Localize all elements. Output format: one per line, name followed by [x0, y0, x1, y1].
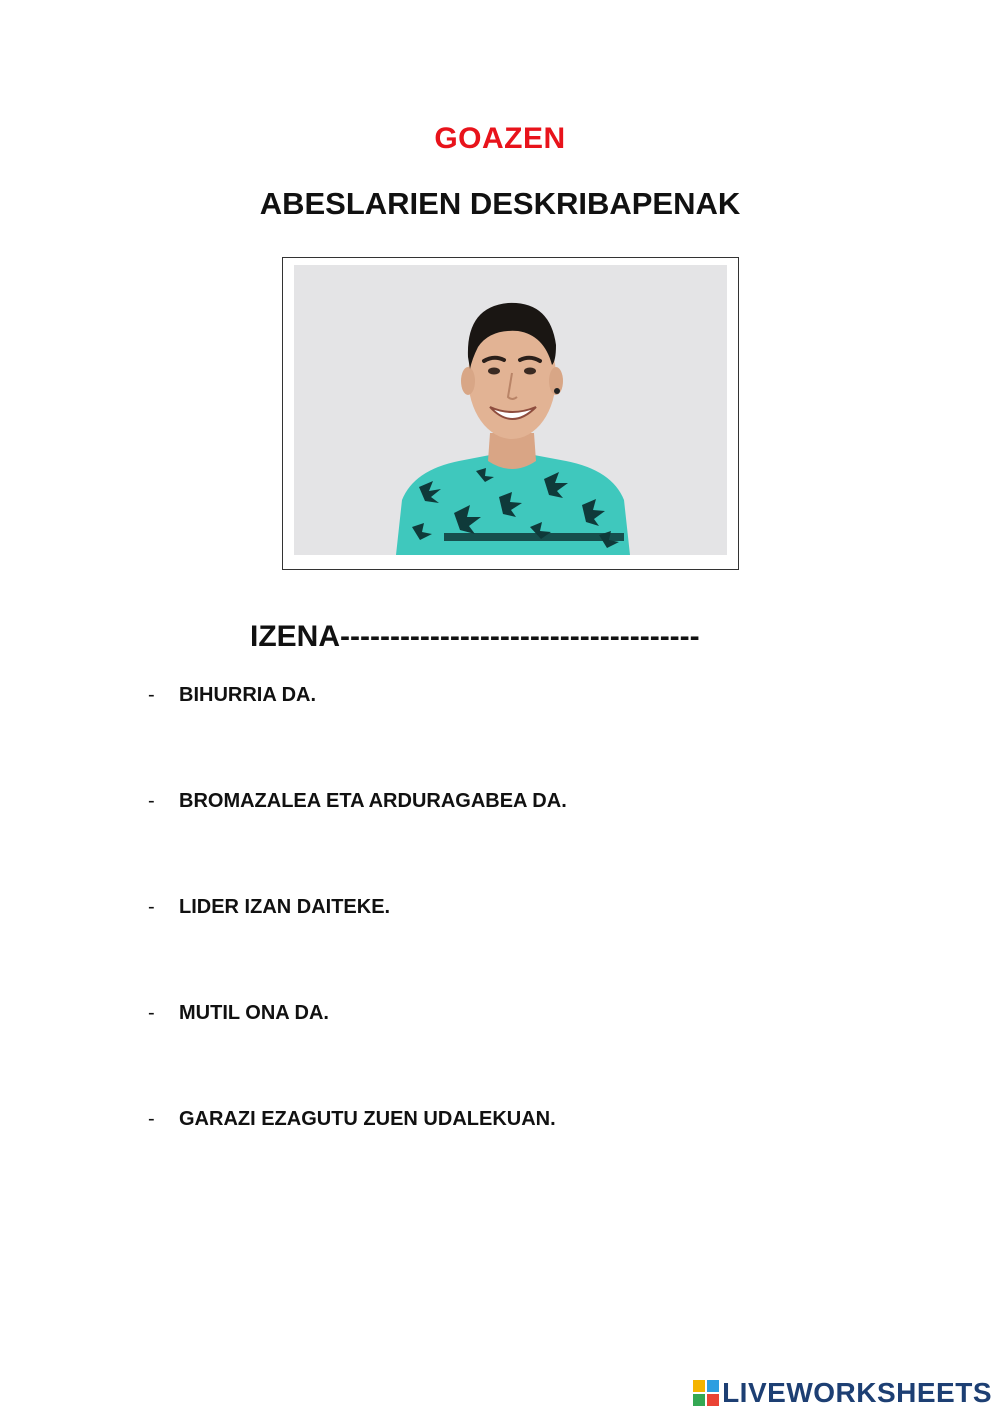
liveworksheets-brand-text: LIVEWORKSHEETS	[722, 1377, 992, 1408]
bullet-dash: -	[148, 1108, 155, 1130]
worksheet-subtitle: ABESLARIEN DESKRIBAPENAK	[259, 186, 741, 221]
name-field-line: IZENA------------------------------------	[250, 620, 700, 653]
description-text: BIHURRIA DA.	[179, 684, 317, 706]
description-text: MUTIL ONA DA.	[179, 1002, 329, 1024]
bullet-dash: -	[148, 684, 155, 706]
list-item	[148, 896, 390, 919]
list-item	[148, 1108, 556, 1131]
description-text: LIDER IZAN DAITEKE.	[179, 896, 391, 918]
bullet-dash: -	[148, 1002, 155, 1024]
liveworksheets-brand[interactable]	[693, 1379, 992, 1407]
bullet-dash: -	[148, 896, 155, 918]
worksheet-title: GOAZEN	[434, 122, 566, 155]
list-item	[148, 1002, 329, 1025]
liveworksheets-logo-icon	[693, 1380, 719, 1406]
description-text: GARAZI EZAGUTU ZUEN UDALEKUAN.	[179, 1108, 556, 1130]
list-item	[148, 684, 316, 707]
bullet-dash: -	[148, 790, 155, 812]
list-item	[148, 790, 567, 813]
description-text: BROMAZALEA ETA ARDURAGABEA DA.	[179, 790, 567, 812]
